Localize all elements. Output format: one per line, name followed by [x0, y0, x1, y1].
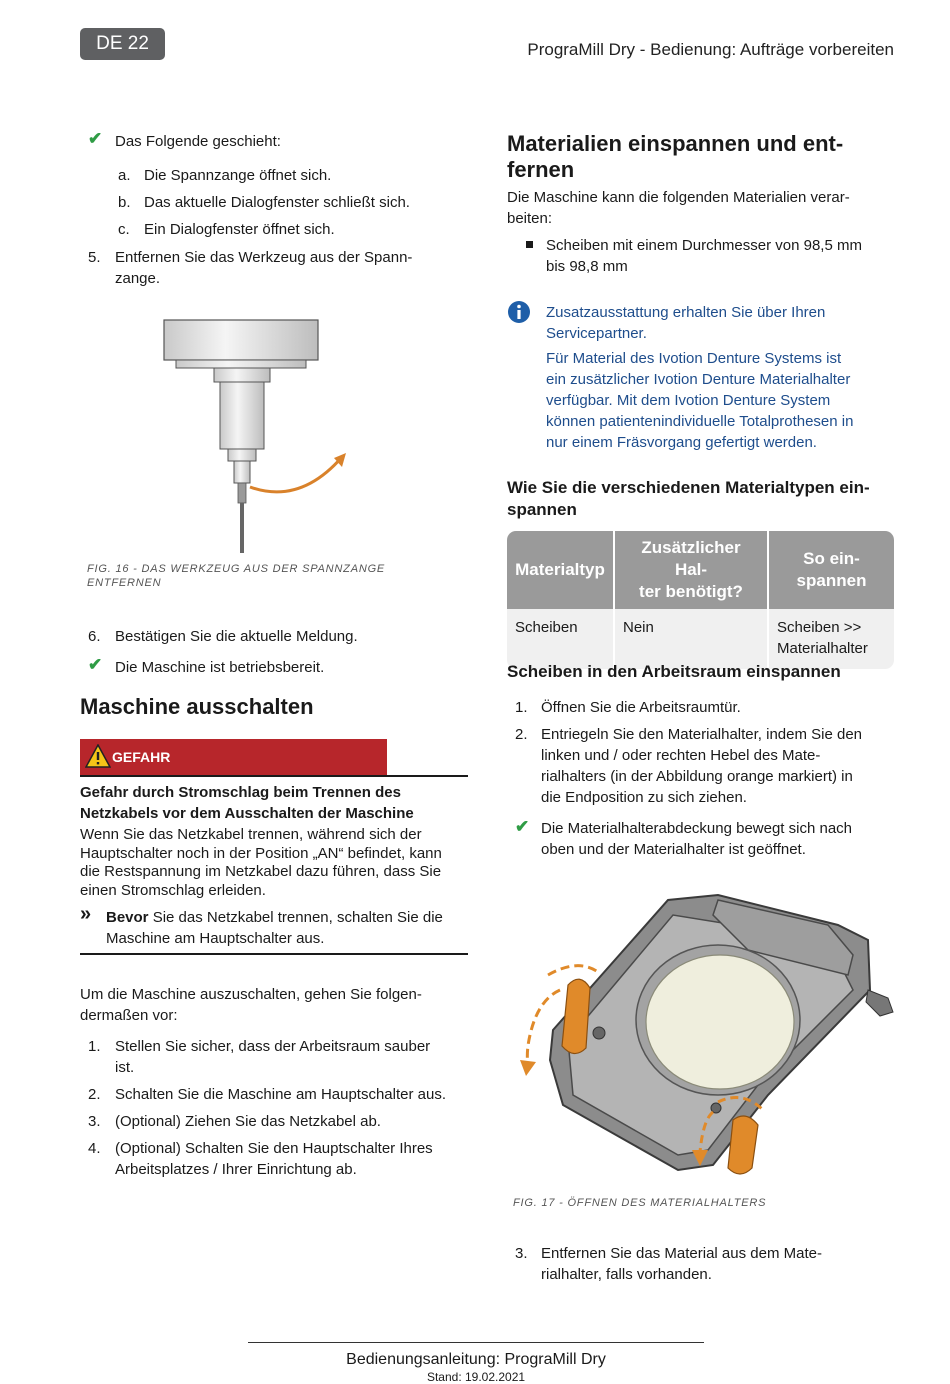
intro-line: beiten:: [507, 210, 553, 227]
subheading: [507, 477, 870, 521]
danger-title-line: Gefahr durch Stromschlag beim Trennen des: [80, 784, 401, 801]
step-text: Schalten Sie die Maschine am Hauptschalter aus.: [115, 1086, 447, 1103]
info-line: ein zusätzlicher Ivotion Denture Materialhalter: [546, 371, 851, 388]
step-number: 2.: [88, 1086, 101, 1103]
header-line: Zusätzlicher Hal-: [641, 538, 741, 579]
result-text: Die Maschine ist betriebsbereit.: [115, 659, 325, 676]
figure-caption: FIG. 17 - ÖFFNEN DES MATERIALHALTERS: [513, 1197, 767, 1209]
info-line: Servicepartner.: [546, 325, 647, 342]
step-number: 4.: [88, 1140, 101, 1157]
checkmark-icon: ✔: [515, 817, 530, 836]
step-line: Entfernen Sie das Material aus dem Mate-: [541, 1245, 822, 1262]
step-text: Öffnen Sie die Arbeitsraumtür.: [541, 699, 741, 716]
table-header-row: [507, 531, 894, 609]
list-item: Das aktuelle Dialogfenster schließt sich.: [144, 194, 410, 211]
figure-caption: [87, 562, 385, 590]
action-arrow-icon: »: [80, 903, 92, 925]
table-cell: Scheiben: [507, 609, 615, 669]
page-number-badge: DE 22: [80, 28, 165, 60]
info-icon: [507, 300, 531, 324]
heading-line: Materialien einspannen und ent-: [507, 131, 844, 156]
danger-title-line: Netzkabels vor dem Ausschalten der Maschine: [80, 805, 414, 822]
footer-date: Stand: 19.02.2021: [426, 1370, 526, 1384]
table-header: [769, 531, 894, 609]
step-line: zange.: [115, 270, 161, 287]
checkmark-icon: ✔: [88, 655, 103, 674]
danger-body-line: die Restspannung im Netzkabel dazu führen, dass Sie: [80, 863, 442, 880]
footer-rule: [248, 1342, 704, 1343]
step-number: 1.: [515, 699, 528, 716]
list-letter: b.: [118, 194, 131, 211]
danger-title: [80, 782, 414, 824]
cell-line: Scheiben >>: [777, 619, 862, 636]
header-line: So ein-: [803, 549, 860, 568]
info-line: Zusatzausstattung erhalten Sie über Ihren: [546, 304, 826, 321]
intro-paragraph: [507, 187, 850, 229]
list-letter: a.: [118, 167, 131, 184]
subheading-line: Wie Sie die verschiedenen Materialtypen ein-: [507, 478, 870, 497]
result-line: oben und der Materialhalter ist geöffnet.: [541, 841, 806, 858]
caption-line: ENTFERNEN: [87, 577, 162, 589]
intro-line: Die Maschine kann die folgenden Materialien verar-: [507, 189, 850, 206]
table-header: Materialtyp: [507, 531, 615, 609]
subheading: Scheiben in den Arbeitsraum einspannen: [507, 662, 841, 681]
step-line: rialhalter, falls vorhanden.: [541, 1266, 712, 1283]
warning-icon: [85, 744, 111, 768]
result-text: Das Folgende geschieht:: [115, 133, 281, 150]
danger-body-line: einen Stromschlag erleiden.: [80, 881, 266, 899]
step-text: [541, 1243, 822, 1285]
bullet-line: bis 98,8 mm: [546, 258, 628, 275]
material-holder-illustration: [508, 880, 903, 1185]
intro-line: dermaßen vor:: [80, 1007, 178, 1024]
table-header: [615, 531, 769, 609]
danger-body: [80, 826, 442, 900]
step-text: [541, 724, 862, 808]
step-line: Entriegeln Sie den Materialhalter, indem Sie den: [541, 726, 863, 743]
step-text: (Optional) Ziehen Sie das Netzkabel ab.: [115, 1113, 381, 1130]
heading-line: fernen: [507, 157, 575, 182]
step-number: 1.: [88, 1038, 101, 1055]
cell-line: Materialhalter: [777, 640, 868, 657]
info-note: [546, 302, 853, 453]
bullet-text: [546, 235, 862, 277]
danger-action: [106, 907, 443, 949]
step-number: 3.: [515, 1245, 528, 1262]
step-line: Arbeitsplatzes / Ihrer Einrichtung ab.: [115, 1161, 357, 1178]
info-line: können patientenindividuelle Totalprothesen in: [546, 413, 854, 430]
caption-line: FIG. 16 - DAS WERKZEUG AUS DER SPANNZANGE: [87, 563, 386, 575]
info-line: verfügbar. Mit dem Ivotion Denture System: [546, 392, 831, 409]
table-cell: Nein: [615, 609, 769, 669]
footer-title: Bedienungsanleitung: PrograMill Dry: [346, 1351, 606, 1368]
subheading-line: spannen: [507, 500, 577, 519]
list-letter: c.: [118, 221, 130, 238]
step-text: [115, 1138, 433, 1180]
section-heading: Maschine ausschalten: [80, 694, 314, 719]
step-number: 2.: [515, 726, 528, 743]
step-number: 3.: [88, 1113, 101, 1130]
step-line: rialhalters (in der Abbildung orange markiert) in: [541, 768, 853, 785]
list-item: Ein Dialogfenster öffnet sich.: [144, 221, 335, 238]
result-line: Die Materialhalterabdeckung bewegt sich nach: [541, 820, 853, 837]
info-line: nur einem Fräsvorgang gefertigt werden.: [546, 434, 817, 451]
result-text: [541, 818, 852, 860]
danger-action-line: Sie das Netzkabel trennen, schalten Sie die: [148, 909, 443, 926]
spindle-illustration: [150, 315, 370, 560]
step-line: die Endposition zu sich ziehen.: [541, 789, 747, 806]
divider: [80, 775, 468, 777]
step-line: (Optional) Schalten Sie den Hauptschalter Ihres: [115, 1140, 433, 1157]
intro-paragraph: [80, 984, 422, 1026]
danger-body-line: Wenn Sie das Netzkabel trennen, während sich der: [80, 826, 422, 843]
divider: [80, 953, 468, 955]
danger-action-line: Maschine am Hauptschalter aus.: [106, 930, 325, 947]
step-text: [115, 247, 412, 289]
step-text: [115, 1036, 430, 1078]
danger-action-bold: Bevor: [106, 909, 149, 926]
info-line: Für Material des Ivotion Denture Systems ist: [546, 350, 842, 367]
material-table: [507, 531, 894, 669]
header-line: ter benötigt?: [639, 582, 743, 601]
intro-line: Um die Maschine auszuschalten, gehen Sie folgen-: [80, 986, 422, 1003]
danger-body-line: Hauptschalter noch in der Position „AN“ befindet, kann: [80, 844, 442, 862]
table-cell: [769, 609, 894, 669]
step-line: linken und / oder rechten Hebel des Mate-: [541, 747, 821, 764]
step-number: 6.: [88, 628, 101, 645]
section-heading: [507, 131, 843, 183]
running-header: PrograMill Dry - Bedienung: Aufträge vorbereiten: [527, 40, 894, 59]
list-item: Die Spannzange öffnet sich.: [144, 167, 332, 184]
step-number: 5.: [88, 249, 101, 266]
table-row: [507, 609, 894, 669]
bullet-line: Scheiben mit einem Durchmesser von 98,5 mm: [546, 237, 862, 254]
step-line: Entfernen Sie das Werkzeug aus der Spann-: [115, 249, 413, 266]
bullet-icon: [526, 241, 533, 248]
checkmark-icon: ✔: [88, 129, 103, 148]
danger-label: GEFAHR: [112, 749, 171, 765]
step-line: ist.: [115, 1059, 135, 1076]
danger-banner: [80, 739, 387, 775]
header-line: spannen: [796, 571, 867, 590]
step-text: Bestätigen Sie die aktuelle Meldung.: [115, 628, 358, 645]
step-line: Stellen Sie sicher, dass der Arbeitsraum sauber: [115, 1038, 431, 1055]
